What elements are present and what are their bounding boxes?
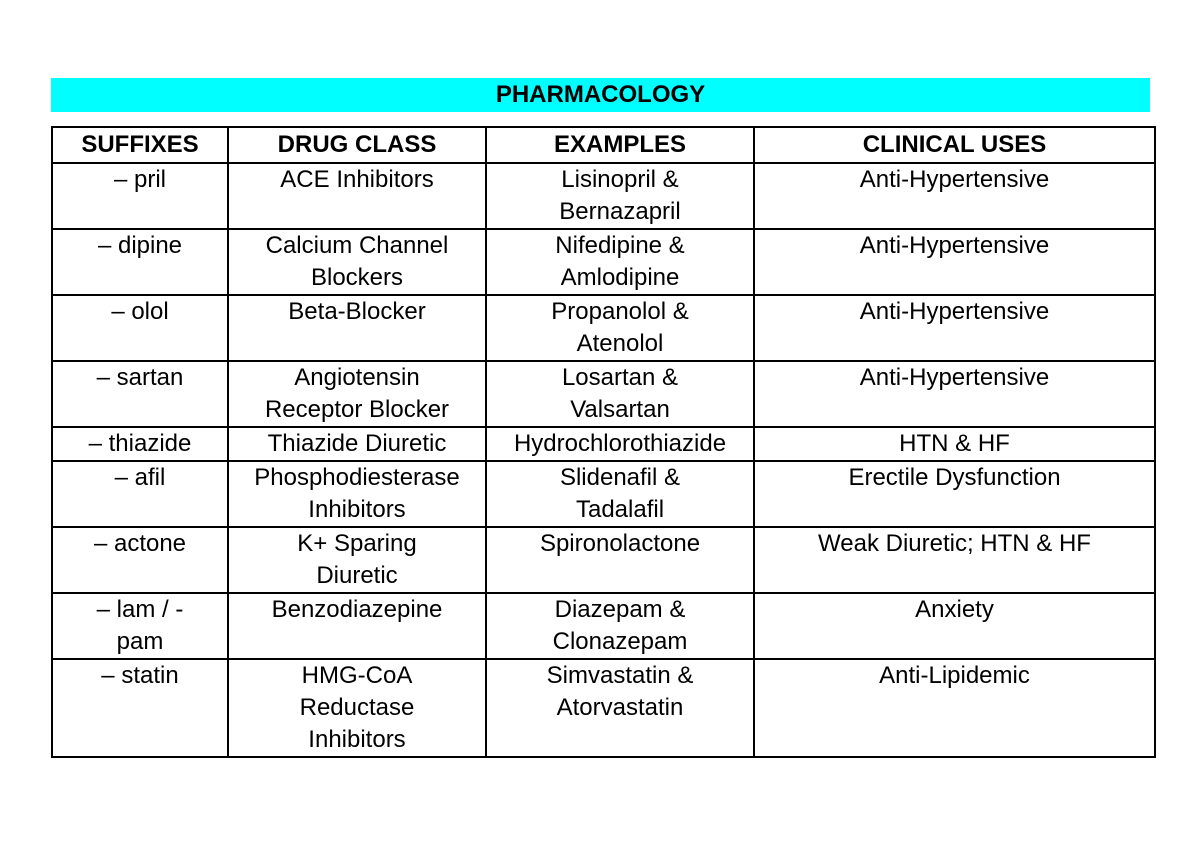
cell-text: Anti-Hypertensive [859,166,1050,193]
cell-text: Diazepam & Clonazepam [552,596,688,655]
cell-drug-class [228,427,486,461]
cell-text: Slidenafil & Tadalafil [559,464,681,523]
cell-text: – lam / - pam [96,596,184,655]
cell-drug-class [228,593,486,659]
cell-text: HMG-CoA Reductase Inhibitors [299,662,415,753]
cell-text: Simvastatin & Atorvastatin [546,662,694,721]
cell-suffix [52,361,228,427]
table-row [52,361,1155,427]
cell-text: Weak Diuretic; HTN & HF [818,530,1091,557]
cell-suffix [52,593,228,659]
cell-text: Anti-Lipidemic [879,662,1030,689]
cell-clinical-use [754,427,1155,461]
column-header-suffixes: SUFFIXES [52,127,228,163]
table-row [52,461,1155,527]
cell-text: – olol [111,298,169,325]
table-row [52,659,1155,757]
cell-text: Thiazide Diuretic [267,430,447,457]
page-title-text: PHARMACOLOGY [495,81,706,108]
cell-text: Angiotensin Receptor Blocker [264,364,450,423]
cell-text: – statin [101,662,179,689]
cell-clinical-use [754,361,1155,427]
cell-examples [486,163,754,229]
cell-drug-class [228,229,486,295]
table-row [52,427,1155,461]
cell-text: K+ Sparing Diuretic [297,530,417,589]
cell-text: ACE Inhibitors [280,166,434,193]
cell-examples [486,527,754,593]
cell-text: – pril [113,166,167,193]
cell-text: Losartan & Valsartan [561,364,679,423]
cell-examples [486,461,754,527]
table-row [52,593,1155,659]
cell-suffix [52,461,228,527]
table-row [52,295,1155,361]
cell-text: Anxiety [915,596,994,623]
cell-text: Beta-Blocker [288,298,426,325]
cell-text: HTN & HF [899,430,1010,457]
cell-drug-class [228,295,486,361]
cell-suffix [52,163,228,229]
cell-examples [486,229,754,295]
cell-suffix [52,659,228,757]
cell-text: Propanolol & Atenolol [551,298,689,357]
cell-drug-class [228,659,486,757]
cell-text: – afil [114,464,166,491]
cell-text: Nifedipine & Amlodipine [555,232,685,291]
cell-text: Erectile Dysfunction [848,464,1061,491]
cell-text: Anti-Hypertensive [859,364,1050,391]
cell-text: Phosphodiesterase Inhibitors [254,464,460,523]
column-header-clinical-uses: CLINICAL USES [754,127,1155,163]
table-header-row [52,127,1155,163]
cell-text: – sartan [96,364,184,391]
cell-clinical-use [754,229,1155,295]
cell-drug-class [228,163,486,229]
cell-text: – actone [93,530,187,557]
table-row [52,163,1155,229]
cell-suffix [52,229,228,295]
cell-clinical-use [754,163,1155,229]
cell-text: Calcium Channel Blockers [265,232,449,291]
cell-suffix [52,295,228,361]
cell-clinical-use [754,659,1155,757]
cell-clinical-use [754,527,1155,593]
cell-suffix [52,527,228,593]
cell-examples [486,361,754,427]
cell-examples [486,427,754,461]
column-header-examples: EXAMPLES [486,127,754,163]
cell-clinical-use [754,295,1155,361]
cell-text: – thiazide [88,430,192,457]
cell-suffix [52,427,228,461]
pharmacology-table [51,126,1156,758]
cell-examples [486,593,754,659]
cell-text: Anti-Hypertensive [859,298,1050,325]
cell-drug-class [228,527,486,593]
cell-text: Lisinopril & Bernazapril [559,166,681,225]
cell-clinical-use [754,593,1155,659]
column-header-drug-class: DRUG CLASS [228,127,486,163]
cell-clinical-use [754,461,1155,527]
cell-drug-class [228,361,486,427]
page-title [51,78,1150,112]
cell-text: – dipine [97,232,183,259]
cell-text: Hydrochlorothiazide [513,430,727,457]
table-row [52,527,1155,593]
cell-drug-class [228,461,486,527]
cell-examples [486,295,754,361]
table-row [52,229,1155,295]
cell-text: Anti-Hypertensive [859,232,1050,259]
cell-text: Benzodiazepine [271,596,443,623]
cell-text: Spironolactone [539,530,701,557]
cell-examples [486,659,754,757]
